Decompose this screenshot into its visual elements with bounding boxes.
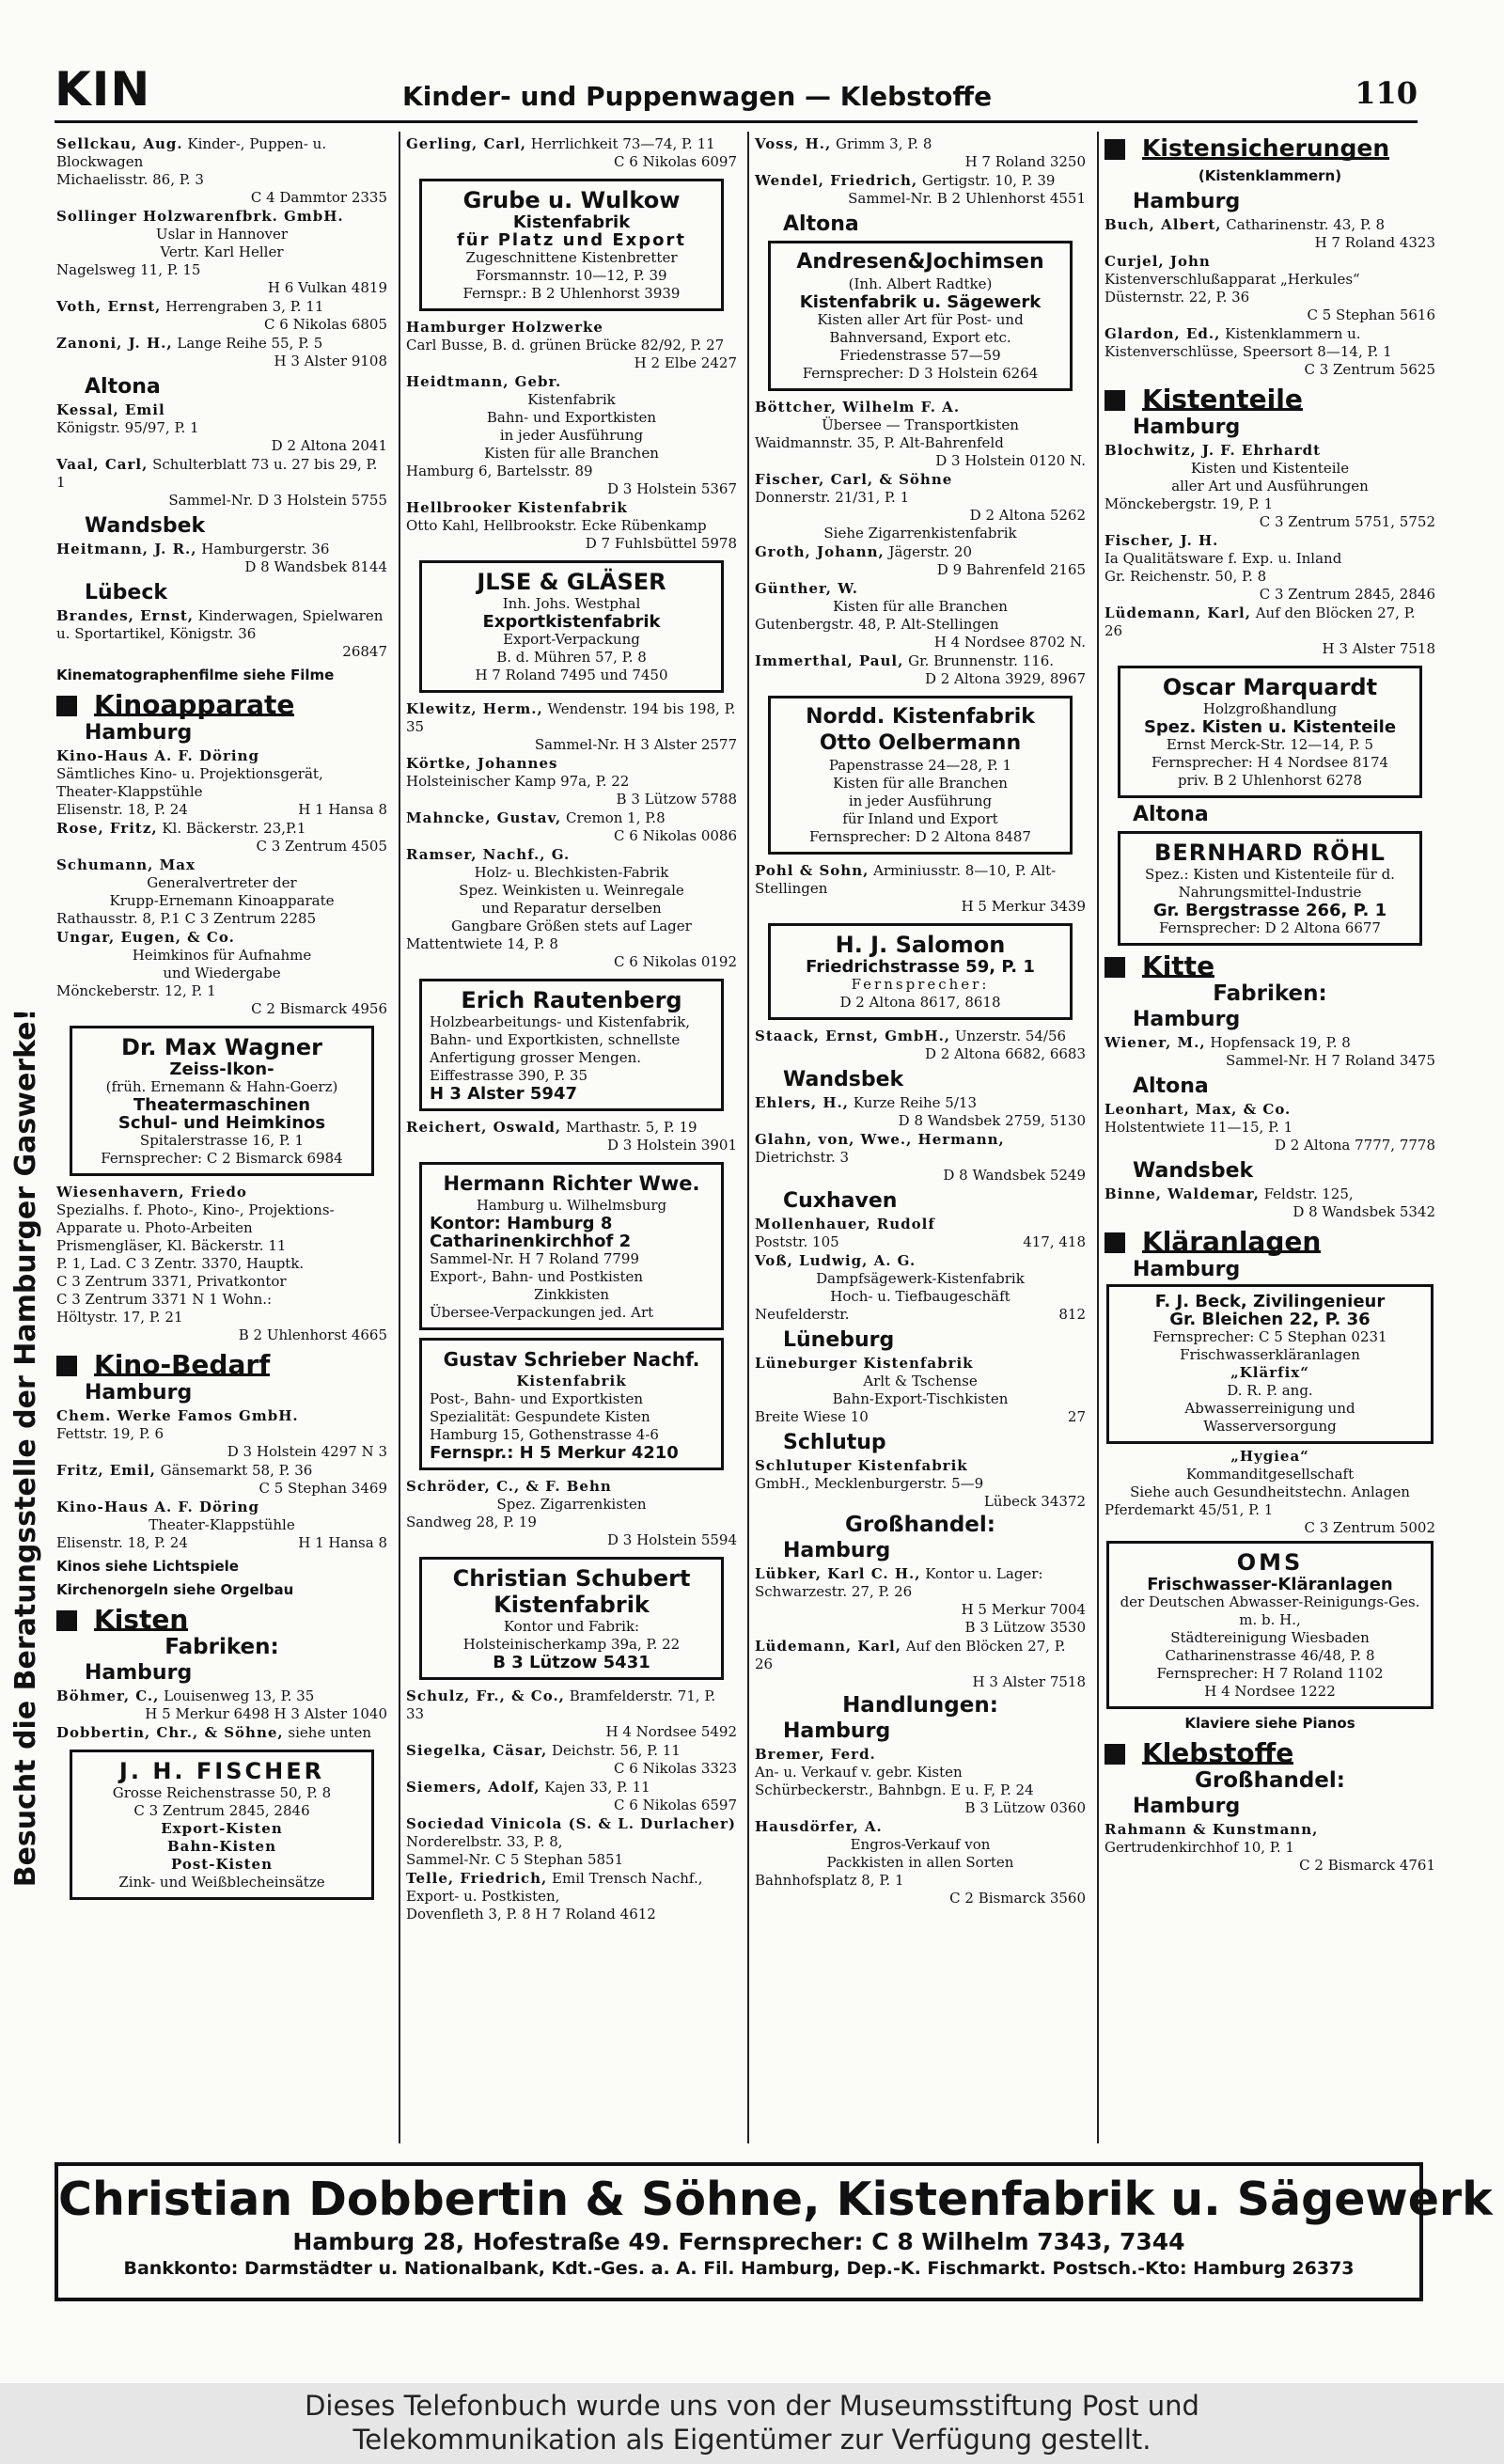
entry: Kino-Haus A. F. Döring Theater-Klappstühle Elisenstr. 18, P. 24 H 1 Hansa 8	[56, 1499, 387, 1551]
entry: Ehlers, H., Kurze Reihe 5/13 D 8 Wandsbek 2759, 5130	[755, 1094, 1086, 1129]
city-heading: Hamburg	[85, 1381, 193, 1405]
cross-reference: Kinos siehe Lichtspiele	[56, 1558, 239, 1575]
section-heading: Kino-Bedarf	[56, 1356, 387, 1376]
entry: Böhmer, C., Louisenweg 13, P. 35 H 5 Merkur 6498 H 3 Alster 1040	[56, 1687, 387, 1722]
city-heading: Hamburg	[783, 1539, 891, 1562]
square-bullet-icon	[1104, 1232, 1125, 1253]
city-heading: Hamburg	[1133, 190, 1241, 213]
entry: Wiener, M., Hopfensack 19, P. 8 Sammel-Nr. H 7 Roland 3475	[1104, 1034, 1435, 1069]
entry: Vaal, Carl, Schulterblatt 73 u. 27 bis 29, P. 1 Sammel-Nr. D 3 Holstein 5755	[56, 456, 387, 509]
entry: Günther, W. Kisten für alle Branchen Gutenbergstr. 48, P. Alt-Stellingen H 4 Nordsee 8702 N.	[755, 580, 1086, 651]
section-heading: Kläranlagen	[1104, 1232, 1435, 1253]
city-heading: Hamburg	[1133, 1008, 1241, 1031]
footer-line: Dieses Telefonbuch wurde uns von der Museumsstiftung Post und	[305, 2390, 1199, 2422]
header-rule	[55, 120, 1418, 123]
entry: Lübker, Karl C. H., Kontor u. Lager: Schwarzestr. 27, P. 26 H 5 Merkur 7004 B 3 Lützow 3530	[755, 1565, 1086, 1636]
entry: Gerling, Carl, Herrlichkeit 73—74, P. 11 C 6 Nikolas 6097	[406, 135, 737, 170]
entry: Curjel, John Kistenverschlußapparat „Herkules“ Düsternstr. 22, P. 36 C 5 Stephan 5616	[1104, 253, 1435, 323]
advert-box: Christian Schubert Kistenfabrik Kontor und Fabrik: Holsteinischerkamp 39a, P. 22 B 3 Lützow 5431	[419, 1557, 724, 1680]
city-heading: Hamburg	[1133, 1258, 1241, 1281]
entry: Leonhart, Max, & Co. Holstentwiete 11—15, P. 1 D 2 Altona 7777, 7778	[1104, 1101, 1435, 1154]
entry: Glardon, Ed., Kistenklammern u. Kistenverschlüsse, Speersort 8—14, P. 1 C 3 Zentrum 5625	[1104, 325, 1435, 378]
entry: Heidtmann, Gebr. Kistenfabrik Bahn- und Exportkisten in jeder Ausführung Kisten für alle Branchen Hamburg 6, Bartelsstr. 89 D 3 Holstein 5367	[406, 373, 737, 497]
entry: Voß, Ludwig, A. G. Dampfsägewerk-Kistenfabrik Hoch- u. Tiefbaugeschäft Neufelderstr. 812	[755, 1252, 1086, 1323]
city-heading: Altona	[1133, 803, 1209, 826]
advert-box: H. J. Salomon Friedrichstrasse 59, P. 1 Fernsprecher: D 2 Altona 8617, 8618	[768, 923, 1073, 1020]
entry: Brandes, Ernst, Kinderwagen, Spielwaren u. Sportartikel, Königstr. 36 26847	[56, 607, 387, 660]
entry: Kino-Haus A. F. Döring Sämtliches Kino- u. Projektionsgerät, Theater-Klappstühle Elisenstr. 18, P. 24 H 1 Hansa 8	[56, 747, 387, 818]
entry: Buch, Albert, Catharinenstr. 43, P. 8 H 7 Roland 4323	[1104, 216, 1435, 251]
entry: Fischer, J. H. Ia Qualitätsware f. Exp. u. Inland Gr. Reichenstr. 50, P. 8 C 3 Zentrum 2845, 2846	[1104, 532, 1435, 603]
entry: „Hygiea“ Kommanditgesellschaft Siehe auch Gesundheitstechn. Anlagen Pferdemarkt 45/51, P. 1 C 3 Zentrum 5002	[1104, 1448, 1435, 1536]
advert-box: Erich Rautenberg Holzbearbeitungs- und Kistenfabrik, Bahn- und Exportkisten, schnellste Anfertigung grosser Mengen. Eiffestrasse 390, P. 35 H 3 Alster 5947	[419, 979, 724, 1111]
entry: Heitmann, J. R., Hamburgerstr. 36 D 8 Wandsbek 8144	[56, 541, 387, 575]
column-3	[755, 135, 1086, 1908]
entry: Wendel, Friedrich, Gertigstr. 10, P. 39 Sammel-Nr. B 2 Uhlenhorst 4551	[755, 172, 1086, 207]
entry: Schumann, Max Generalvertreter der Krupp-Ernemann Kinoapparate Rathausstr. 8, P.1 C 3 Zentrum 2285	[56, 856, 335, 927]
column-1	[56, 135, 387, 1907]
city-heading: Wandsbek	[85, 514, 206, 538]
entry: Rose, Fritz, Kl. Bäckerstr. 23,P.1 C 3 Zentrum 4505	[56, 820, 387, 855]
bottom-advertisement	[55, 2162, 1493, 2301]
side-advert-text: Besucht die Beratungsstelle der Hamburger Gaswerke!	[9, 1008, 42, 1888]
column-divider	[1097, 132, 1099, 2143]
section-heading: Kinoapparate	[56, 696, 387, 716]
square-bullet-icon	[1104, 139, 1125, 160]
entry: Schröder, C., & F. Behn Spez. Zigarrenkisten Sandweg 28, P. 19 D 3 Holstein 5594	[406, 1478, 737, 1548]
entry: Reichert, Oswald, Marthastr. 5, P. 19 D 3 Holstein 3901	[406, 1119, 737, 1154]
city-heading: Hamburg	[85, 1661, 193, 1685]
subsection-heading: Fabriken:	[164, 1635, 279, 1659]
footer-line: Telekommunikation als Eigentümer zur Verfügung gestellt.	[352, 2424, 1152, 2456]
city-heading: Hamburg	[783, 1719, 891, 1743]
city-heading: Wandsbek	[1133, 1159, 1254, 1183]
entry: Hamburger Holzwerke Carl Busse, B. d. grünen Brücke 82/92, P. 27 H 2 Elbe 2427	[406, 319, 737, 371]
entry: Lüneburger Kistenfabrik Arlt & Tschense Bahn-Export-Tischkisten Breite Wiese 10 27	[755, 1355, 1086, 1425]
advert-box: Grube u. Wulkow Kistenfabrik für Platz und Export Zugeschnittene Kistenbretter Forsmannstr. 10—12, P. 39 Fernspr.: B 2 Uhlenhorst 3939	[419, 179, 724, 311]
entry: Klewitz, Herm., Wendenstr. 194 bis 198, P. 35 Sammel-Nr. H 3 Alster 2577	[406, 700, 737, 753]
entry: Voth, Ernst, Herrengraben 3, P. 11 C 6 Nikolas 6805	[56, 298, 387, 333]
section-heading: Kitte	[1104, 957, 1435, 978]
city-heading: Schlutup	[783, 1431, 886, 1454]
page-header	[55, 62, 1418, 118]
entry: Fischer, Carl, & Söhne Donnerstr. 21/31, P. 1 D 2 Altona 5262 Siehe Zigarrenkistenfabrik	[755, 471, 1086, 541]
city-heading: Altona	[783, 212, 859, 236]
header-title: Kinder- und Puppenwagen — Klebstoffe	[402, 81, 993, 112]
section-heading: Kistensicherungen	[1104, 139, 1435, 160]
entry: Siegelka, Cäsar, Deichstr. 56, P. 11 C 6 Nikolas 3323	[406, 1742, 737, 1777]
advert-box: F. J. Beck, Zivilingenieur Gr. Bleichen 22, P. 36 Fernsprecher: C 5 Stephan 0231 Frischwasserkläranlagen „Klärfix“ D. R. P. ang. Abwasserreinigung und Wasserversorgung	[1106, 1284, 1434, 1444]
cross-reference: Kirchenorgeln siehe Orgelbau	[56, 1581, 294, 1598]
entry: Fritz, Emil, Gänsemarkt 58, P. 36 C 5 Stephan 3469	[56, 1462, 387, 1497]
entry: Sociedad Vinicola (S. & L. Durlacher) Norderelbstr. 33, P. 8, Sammel-Nr. C 5 Stephan 5851	[406, 1815, 736, 1868]
advert-bank-details: Bankkonto: Darmstädter u. Nationalbank, Kdt.-Ges. a. A. Fil. Hamburg, Dep.-K. Fischmarkt. Postsch.-Kto: Hamburg 26373	[123, 2258, 1355, 2279]
entry: Mahncke, Gustav, Cremon 1, P.8 C 6 Nikolas 0086	[406, 809, 737, 844]
advert-box: Hermann Richter Wwe. Hamburg u. Wilhelmsburg Kontor: Hamburg 8 Catharinenkirchhof 2 Sammel-Nr. H 7 Roland 7799 Export-, Bahn- und Postkisten Zinkkisten Übersee-Verpackungen jed. Art	[419, 1162, 724, 1330]
column-divider	[399, 132, 400, 2143]
entry: Kessal, Emil Königstr. 95/97, P. 1 D 2 Altona 2041	[56, 401, 387, 454]
subsection-heading: Fabriken:	[1213, 981, 1327, 1006]
entry: Lüdemann, Karl, Auf den Blöcken 27, P. 26 H 3 Alster 7518	[755, 1638, 1086, 1690]
square-bullet-icon	[1104, 390, 1125, 411]
entry: Böttcher, Wilhelm F. A. Übersee — Transportkisten Waidmannstr. 35, P. Alt-Bahrenfeld D 3 Holstein 0120 N.	[755, 399, 1086, 469]
city-heading: Wandsbek	[783, 1068, 904, 1091]
entry: Hellbrooker Kistenfabrik Otto Kahl, Hellbrookstr. Ecke Rübenkamp D 7 Fuhlsbüttel 5978	[406, 499, 737, 552]
city-heading: Hamburg	[1133, 1795, 1241, 1818]
city-heading: Altona	[1133, 1075, 1209, 1098]
advert-box: OMS Frischwasser-Kläranlagen der Deutschen Abwasser-Reinigungs-Ges. m. b. H., Städtereinigung Wiesbaden Catharinenstrasse 46/48, P. 8 Fernsprecher: H 7 Roland 1102 H 4 Nordsee 1222	[1106, 1541, 1434, 1709]
column-divider	[747, 132, 749, 2143]
advert-headline: Christian Dobbertin & Söhne, Kistenfabrik u. Sägewerk	[58, 2173, 1493, 2226]
entry: Blochwitz, J. F. Ehrhardt Kisten und Kistenteile aller Art und Ausführungen Mönckebergstr. 19, P. 1 C 3 Zentrum 5751, 5752	[1104, 442, 1435, 530]
entry: Bremer, Ferd. An- u. Verkauf v. gebr. Kisten Schürbeckerstr., Bahnbgn. E u. F, P. 24 B 3 Lützow 0360	[755, 1746, 1086, 1816]
column-4	[1104, 135, 1435, 1875]
cross-reference: Klaviere siehe Pianos	[1184, 1715, 1355, 1732]
entry: Glahn, von, Wwe., Hermann, Dietrichstr. 3 D 8 Wandsbek 5249	[755, 1131, 1086, 1184]
advert-box: J. H. FISCHER Grosse Reichenstrasse 50, P. 8 C 3 Zentrum 2845, 2846 Export-Kisten Bahn-Kisten Post-Kisten Zink- und Weißblecheinsätze	[70, 1750, 374, 1900]
square-bullet-icon	[1104, 1744, 1125, 1765]
entry: Sellckau, Aug. Kinder-, Puppen- u. Blockwagen Michaelisstr. 86, P. 3 C 4 Dammtor 2335	[56, 135, 387, 206]
square-bullet-icon	[56, 1610, 77, 1631]
advert-box: Nordd. Kistenfabrik Otto Oelbermann Papenstrasse 24—28, P. 1 Kisten für alle Branchen in jeder Ausführung für Inland und Export Fernsprecher: D 2 Altona 8487	[768, 696, 1073, 855]
footer-notice	[0, 2383, 1504, 2464]
entry: Groth, Johann, Jägerstr. 20 D 9 Bahrenfeld 2165	[755, 543, 1086, 578]
entry: Schulz, Fr., & Co., Bramfelderstr. 71, P. 33 H 4 Nordsee 5492	[406, 1687, 737, 1740]
section-subheading: (Kistenklammern)	[1198, 167, 1342, 184]
square-bullet-icon	[56, 696, 77, 716]
entry: Voss, H., Grimm 3, P. 8 H 7 Roland 3250	[755, 135, 1086, 170]
header-keyword: KIN	[55, 62, 151, 117]
square-bullet-icon	[1104, 957, 1125, 978]
advert-box: JLSE & GLÄSER Inh. Johs. Westphal Exportkistenfabrik Export-Verpackung B. d. Mühren 57, P. 8 H 7 Roland 7495 und 7450	[419, 560, 724, 693]
advert-box: Andresen&Jochimsen (Inh. Albert Radtke) Kistenfabrik u. Sägewerk Kisten aller Art für Post- und Bahnversand, Export etc. Friedenstrasse 57—59 Fernsprecher: D 3 Holstein 6264	[768, 241, 1073, 391]
city-heading: Cuxhaven	[783, 1189, 898, 1213]
advert-box: Dr. Max Wagner Zeiss-Ikon- (früh. Ernemann & Hahn-Goerz) Theatermaschinen Schul- und Heimkinos Spitalerstrasse 16, P. 1 Fernsprecher: C 2 Bismarck 6984	[70, 1026, 374, 1176]
subsection-heading: Handlungen:	[842, 1693, 998, 1718]
entry: Binne, Waldemar, Feldstr. 125, D 8 Wandsbek 5342	[1104, 1185, 1435, 1220]
city-heading: Hamburg	[85, 721, 193, 745]
advert-box: Oscar Marquardt Holzgroßhandlung Spez. Kisten u. Kistenteile Ernst Merck-Str. 12—14, P. 5 Fernsprecher: H 4 Nordsee 8174 priv. B 2 Uhlenhorst 6278	[1118, 666, 1422, 798]
city-heading: Hamburg	[1133, 416, 1241, 439]
entry: Pohl & Sohn, Arminiusstr. 8—10, P. Alt-Stellingen H 5 Merkur 3439	[755, 862, 1086, 915]
city-heading: Lübeck	[85, 581, 168, 604]
city-heading: Altona	[85, 375, 161, 399]
cross-reference: Kinematographenfilme siehe Filme	[56, 667, 335, 683]
section-heading: Kistenteile	[1104, 390, 1435, 411]
column-2	[406, 135, 737, 1924]
entry: Siemers, Adolf, Kajen 33, P. 11 C 6 Nikolas 6597	[406, 1779, 737, 1813]
entry: Ramser, Nachf., G. Holz- u. Blechkisten-Fabrik Spez. Weinkisten u. Weinregale und Reparatur derselben Gangbare Größen stets auf Lager Mattentwiete 14, P. 8 C 6 Nikolas 0192	[406, 846, 737, 970]
entry: Wiesenhavern, Friedo Spezialhs. f. Photo-, Kino-, Projektions-Apparate u. Photo-Arbeiten Prismengläser, Kl. Bäckerstr. 11 P. 1, Lad. C 3 Zentr. 3370, Hauptk. C 3 Zentrum 3371, Privatkontor C 3 Zentrum 3371 N 1 Wohn.: Höltystr. 17, P. 21 B 2 Uhlenhorst 4665	[56, 1184, 387, 1343]
entry: Immerthal, Paul, Gr. Brunnenstr. 116. D 2 Altona 3929, 8967	[755, 652, 1086, 687]
entry: Körtke, Johannes Holsteinischer Kamp 97a, P. 22 B 3 Lützow 5788	[406, 755, 737, 808]
square-bullet-icon	[56, 1356, 77, 1376]
advert-box: BERNHARD RÖHL Spez.: Kisten und Kistenteile für d. Nahrungsmittel-Industrie Gr. Bergstrasse 266, P. 1 Fernsprecher: D 2 Altona 6677	[1118, 831, 1422, 946]
entry: Sollinger Holzwarenfbrk. GmbH. Uslar in Hannover Vertr. Karl Heller Nagelsweg 11, P. 15 H 6 Vulkan 4819	[56, 208, 387, 296]
advert-box: Gustav Schrieber Nachf. Kistenfabrik Post-, Bahn- und Exportkisten Spezialität: Gespundete Kisten Hamburg 15, Gothenstrasse 4-6 Fernspr.: H 5 Merkur 4210	[419, 1338, 724, 1470]
page-number: 110	[1355, 75, 1418, 111]
entry: Ungar, Eugen, & Co. Heimkinos für Aufnahme und Wiedergabe Mönckeberstr. 12, P. 1 C 2 Bismarck 4956	[56, 929, 387, 1017]
entry: Dobbertin, Chr., & Söhne, siehe unten	[56, 1724, 371, 1741]
entry: Schlutuper Kistenfabrik GmbH., Mecklenburgerstr. 5—9 Lübeck 34372	[755, 1457, 1086, 1510]
city-heading: Lüneburg	[783, 1328, 895, 1352]
entry: Telle, Friedrich, Emil Trensch Nachf., Export- u. Postkisten, Dovenfleth 3, P. 8 H 7 Roland 4612	[406, 1870, 703, 1923]
subsection-heading: Großhandel:	[1195, 1768, 1345, 1793]
entry: Hausdörfer, A. Engros-Verkauf von Packkisten in allen Sorten Bahnhofsplatz 8, P. 1 C 2 Bismarck 3560	[755, 1818, 1086, 1907]
section-heading: Klebstoffe	[1104, 1744, 1435, 1765]
entry: Staack, Ernst, GmbH., Unzerstr. 54/56 D 2 Altona 6682, 6683	[755, 1028, 1086, 1062]
entry: Zanoni, J. H., Lange Reihe 55, P. 5 H 3 Alster 9108	[56, 335, 387, 369]
entry: Lüdemann, Karl, Auf den Blöcken 27, P. 26 H 3 Alster 7518	[1104, 604, 1435, 657]
advert-address: Hamburg 28, Hofestraße 49. Fernsprecher: C 8 Wilhelm 7343, 7344	[292, 2228, 1185, 2255]
entry: Rahmann & Kunstmann, Gertrudenkirchhof 10, P. 1 C 2 Bismarck 4761	[1104, 1821, 1435, 1874]
subsection-heading: Großhandel:	[845, 1513, 995, 1537]
section-heading: Kisten	[56, 1610, 387, 1631]
entry: Mollenhauer, Rudolf Poststr. 105 417, 418	[755, 1216, 1086, 1250]
entry: Chem. Werke Famos GmbH. Fettstr. 19, P. 6 D 3 Holstein 4297 N 3	[56, 1407, 387, 1460]
